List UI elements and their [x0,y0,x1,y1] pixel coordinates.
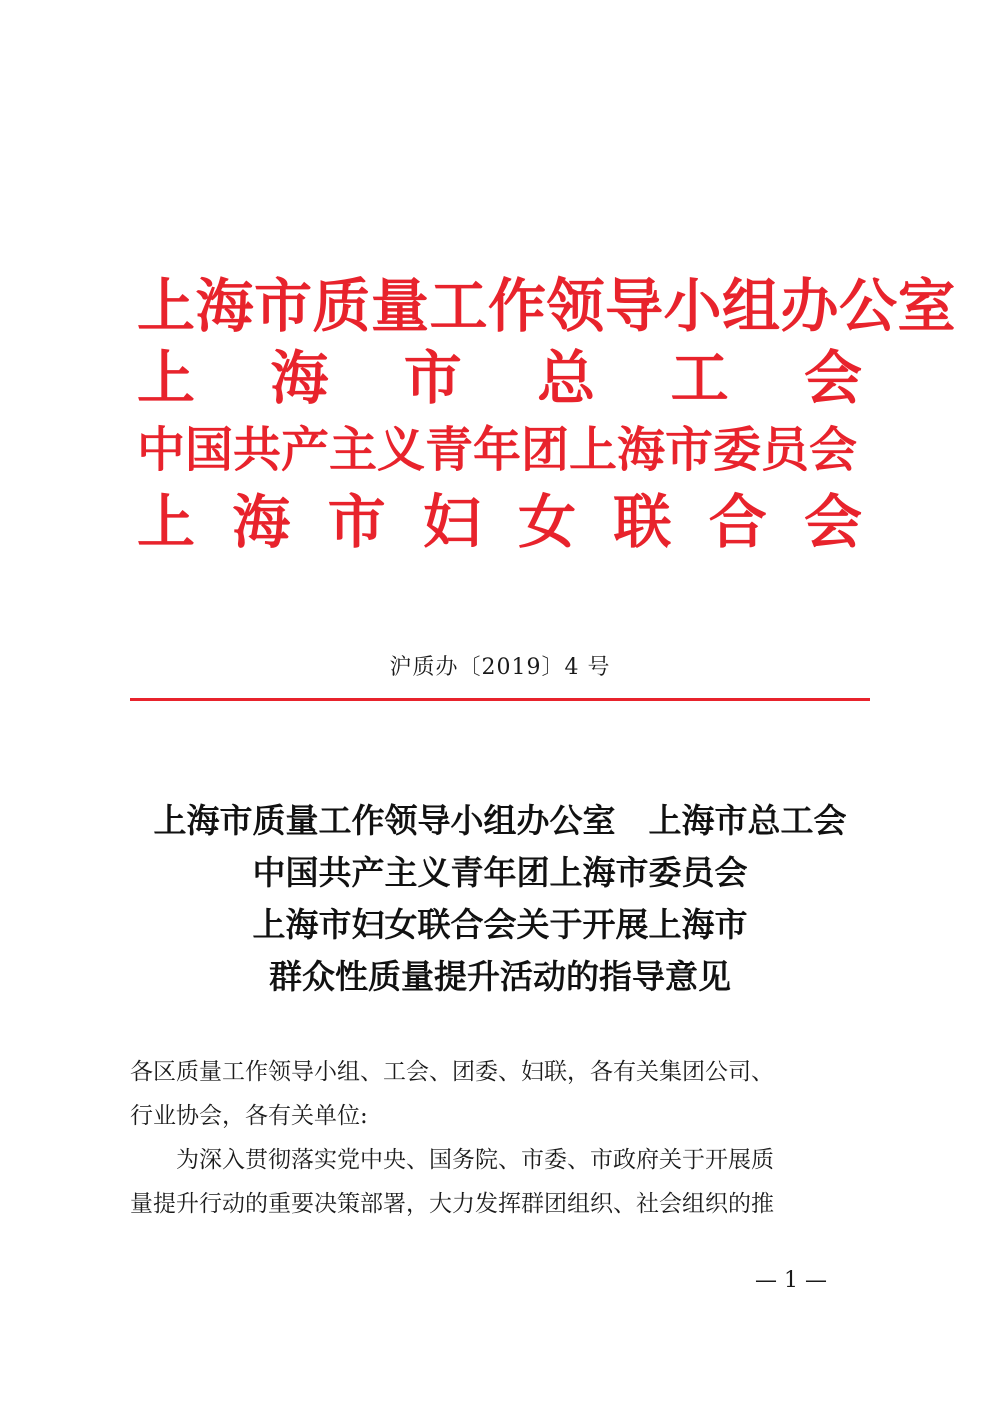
masthead-char: 联 [613,488,672,556]
document-title [100,795,900,1003]
masthead-char: 会 [803,488,862,556]
masthead-char: 上 [137,488,196,556]
masthead-line-4 [137,486,862,558]
masthead-char: 总 [537,344,596,412]
title-line-4: 群众性质量提升活动的指导意见 [269,957,731,996]
masthead-char: 市 [327,488,386,556]
masthead-char: 市 [403,344,462,412]
masthead-line-1-text: 上海市质量工作领导小组办公室 [137,272,957,340]
masthead-line-2 [137,342,862,414]
page-number: — 1 — [755,1268,827,1293]
body-line-1: 各区质量工作领导小组、工会、团委、妇联，各有关集团公司、 [130,1059,774,1085]
document-number: 沪质办〔2019〕4 号 [389,655,611,680]
masthead-char: 工 [670,344,729,412]
masthead-char: 合 [708,488,767,556]
masthead-char: 女 [518,488,577,556]
masthead-char: 海 [270,344,329,412]
masthead-line-3 [137,414,862,486]
red-divider-line [130,698,870,701]
body-line-2: 行业协会，各有关单位: [130,1103,368,1129]
masthead-char: 会 [803,344,862,412]
masthead-line-3-text: 中国共产主义青年团上海市委员会 [137,422,858,478]
title-line-1: 上海市质量工作领导小组办公室 上海市总工会 [153,801,847,840]
title-line-3: 上海市妇女联合会关于开展上海市 [252,905,748,944]
masthead-line-1 [137,270,957,342]
red-masthead [137,270,957,558]
body-line-4: 量提升行动的重要决策部署，大力发挥群团组织、社会组织的推 [130,1191,774,1217]
masthead-char: 妇 [422,488,481,556]
masthead-char: 上 [137,344,196,412]
body-line-3: 为深入贯彻落实党中央、国务院、市委、市政府关于开展质 [176,1147,774,1173]
title-line-2: 中国共产主义青年团上海市委员会 [252,853,748,892]
document-body [130,1050,875,1226]
masthead-char: 海 [232,488,291,556]
